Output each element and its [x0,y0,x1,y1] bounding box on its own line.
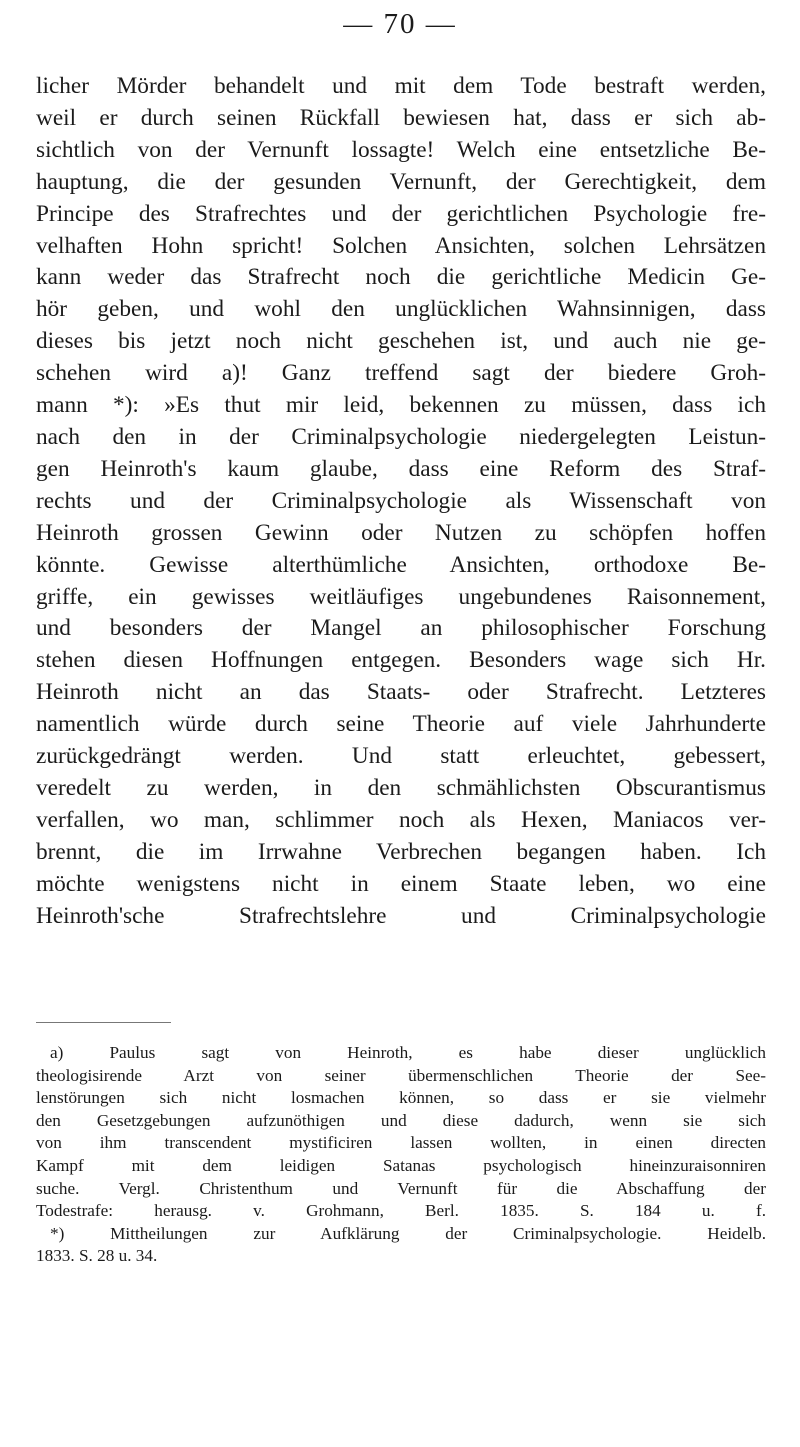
text-line: brennt, die im Irrwahne Verbrechen begangen haben. Ich [36,838,766,865]
text-line: mann *): »Es thut mir leid, bekennen zu müssen, dass ich [36,392,766,419]
text-line: Principe des Strafrechtes und der gerichtlichen Psychologie fre- [36,200,766,227]
footnote-line: *) Mittheilungen zur Aufklärung der Criminalpsychologie. Heidelb. [50,1223,766,1243]
text-line: dieses bis jetzt noch nicht geschehen ist, und auch nie ge- [36,328,766,355]
text-line: Heinroth'sche Strafrechtslehre und Criminalpsychologie [36,902,766,929]
text-line: veredelt zu werden, in den schmählichsten Obscurantismus [36,774,766,801]
footnotes [36,1042,766,1268]
text-line: rechts und der Criminalpsychologie als Wissenschaft von [36,487,766,514]
text-line: schehen wird a)! Ganz treffend sagt der biedere Groh- [36,360,766,387]
text-line: griffe, ein gewisses weitläufiges ungebundenes Raisonnement, [36,583,766,610]
footnote-line: von ihm transcendent mystificiren lassen wollten, in einen directen [36,1133,766,1153]
text-line: velhaften Hohn spricht! Solchen Ansichten, solchen Lehrsätzen [36,232,766,259]
text-line: namentlich würde durch seine Theorie auf viele Jahrhunderte [36,711,766,738]
main-text [36,71,766,932]
text-line: sichtlich von der Vernunft lossagte! Welch eine entsetzliche Be- [36,136,766,163]
text-line: kann weder das Strafrecht noch die gerichtliche Medicin Ge- [36,264,766,291]
text-line: könnte. Gewisse alterthümliche Ansichten, orthodoxe Be- [36,551,766,578]
text-line: verfallen, wo man, schlimmer noch als Hexen, Maniacos ver- [36,806,766,833]
footnote-line: suche. Vergl. Christenthum und Vernunft für die Abschaffung der [36,1178,766,1198]
text-line: und besonders der Mangel an philosophischer Forschung [36,615,766,642]
footnote-separator [36,1022,171,1023]
text-line: Heinroth grossen Gewinn oder Nutzen zu schöpfen hoffen [36,519,766,546]
footnote-line: a) Paulus sagt von Heinroth, es habe dieser unglücklich [50,1043,766,1062]
text-line: stehen diesen Hoffnungen entgegen. Besonders wage sich Hr. [36,647,766,674]
text-line: weil er durch seinen Rückfall bewiesen hat, dass er sich ab- [36,104,766,131]
text-line: hör geben, und wohl den unglücklichen Wahnsinnigen, dass [36,296,766,323]
text-line: hauptung, die der gesunden Vernunft, der Gerechtigkeit, dem [36,168,766,195]
page-number: — 70 — [343,8,457,40]
footnote-line: lenstörungen sich nicht losmachen können, so dass er sie vielmehr [36,1088,766,1108]
footnote-line: 1833. S. 28 u. 34. [36,1246,158,1266]
footnote-line: den Gesetzgebungen aufzunöthigen und diese dadurch, wenn sie sich [36,1110,766,1130]
text-line: zurückgedrängt werden. Und statt erleuchtet, gebessert, [36,743,766,770]
text-line: möchte wenigstens nicht in einem Staate leben, wo eine [36,870,766,897]
text-line: licher Mörder behandelt und mit dem Tode bestraft werden, [36,73,766,99]
footnote-line: theologisirende Arzt von seiner übermenschlichen Theorie der See- [36,1065,766,1085]
footnote-line: Todestrafe: herausg. v. Grohmann, Berl. 1835. S. 184 u. f. [36,1201,766,1221]
text-line: gen Heinroth's kaum glaube, dass eine Reform des Straf- [36,455,766,482]
text-line: Heinroth nicht an das Staats- oder Strafrecht. Letzteres [36,679,766,706]
text-line: nach den in der Criminalpsychologie niedergelegten Leistun- [36,423,766,450]
footnote-line: Kampf mit dem leidigen Satanas psychologisch hineinzuraisonniren [36,1155,766,1175]
